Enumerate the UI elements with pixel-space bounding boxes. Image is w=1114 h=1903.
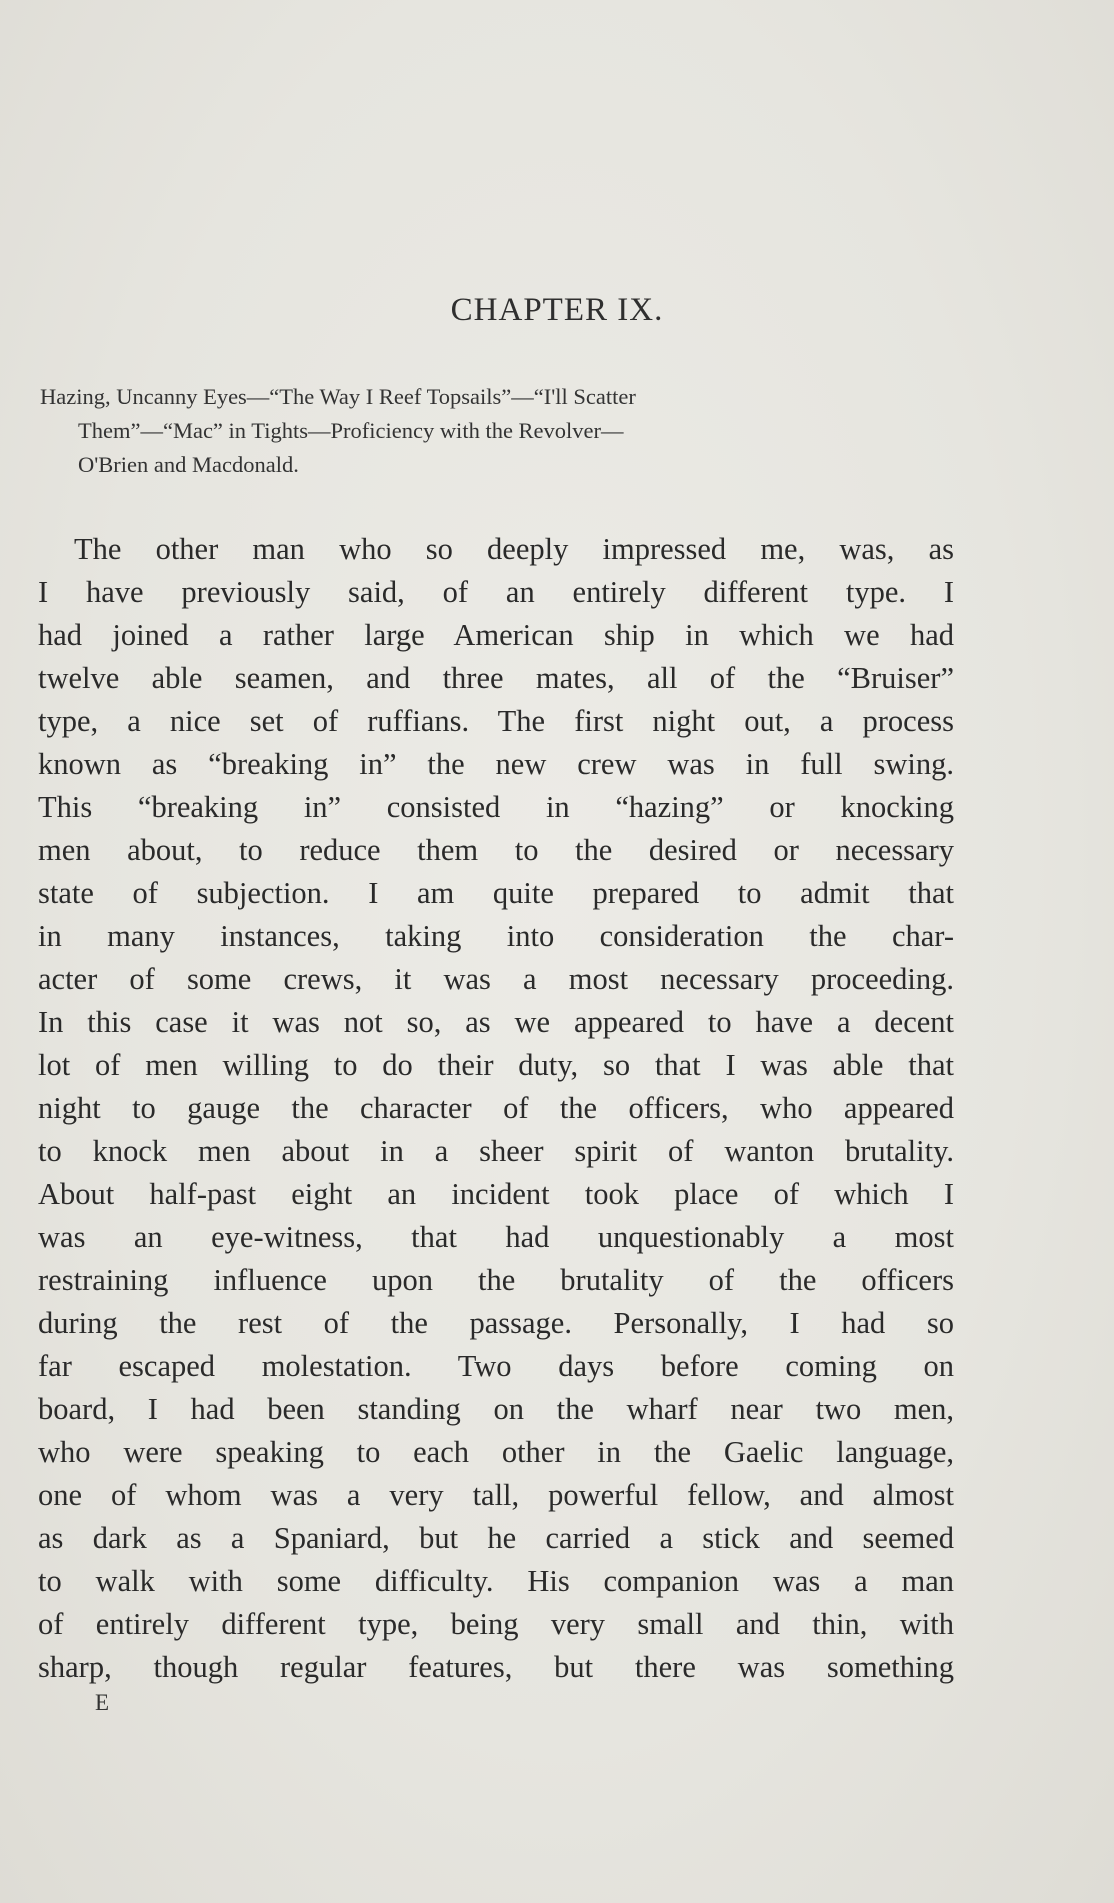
body-line: twelve able seamen, and three mates, all of the “Bruiser” (38, 661, 954, 695)
body-line: About half-past eight an incident took place of which I (38, 1177, 954, 1211)
synopsis-line: Them”—“Mac” in Tights—Proficiency with the Revolver— (78, 418, 624, 443)
body-line: one of whom was a very tall, powerful fellow, and almost (38, 1478, 954, 1512)
chapter-synopsis (40, 380, 970, 482)
body-line: as dark as a Spaniard, but he carried a stick and seemed (38, 1521, 954, 1555)
signature-mark: E (95, 1690, 110, 1715)
body-line: who were speaking to each other in the Gaelic language, (38, 1435, 954, 1469)
body-line: acter of some crews, it was a most necessary proceeding. (38, 962, 954, 996)
synopsis-line: Hazing, Uncanny Eyes—“The Way I Reef Topsails”—“I'll Scatter (40, 384, 636, 409)
body-line: sharp, though regular features, but there was something (38, 1650, 954, 1684)
body-line: board, I had been standing on the wharf near two men, (38, 1392, 954, 1426)
body-line: of entirely different type, being very small and thin, with (38, 1607, 954, 1641)
body-line: to knock men about in a sheer spirit of wanton brutality. (38, 1134, 954, 1168)
body-line: type, a nice set of ruffians. The first night out, a process (38, 704, 954, 738)
body-line: during the rest of the passage. Personally, I had so (38, 1306, 954, 1340)
body-line: restraining influence upon the brutality of the officers (38, 1263, 954, 1297)
body-line: In this case it was not so, as we appeared to have a decent (38, 1005, 954, 1039)
body-line: men about, to reduce them to the desired or necessary (38, 833, 954, 867)
body-line: was an eye-witness, that had unquestionably a most (38, 1220, 954, 1254)
body-line: I have previously said, of an entirely different type. I (38, 575, 954, 609)
body-line: known as “breaking in” the new crew was in full swing. (38, 747, 954, 781)
chapter-title: CHAPTER IX. (450, 292, 664, 328)
body-line: night to gauge the character of the officers, who appeared (38, 1091, 954, 1125)
body-line: far escaped molestation. Two days before coming on (38, 1349, 954, 1383)
body-line: state of subjection. I am quite prepared to admit that (38, 876, 954, 910)
body-line: to walk with some difficulty. His companion was a man (38, 1564, 954, 1598)
body-line: in many instances, taking into consideration the char- (38, 919, 954, 953)
synopsis-line: O'Brien and Macdonald. (78, 452, 299, 477)
body-paragraph (38, 528, 954, 1689)
body-line: had joined a rather large American ship in which we had (38, 618, 954, 652)
body-line: This “breaking in” consisted in “hazing” or knocking (38, 790, 954, 824)
body-line: lot of men willing to do their duty, so that I was able that (38, 1048, 954, 1082)
body-line: The other man who so deeply impressed me, was, as (74, 532, 954, 566)
